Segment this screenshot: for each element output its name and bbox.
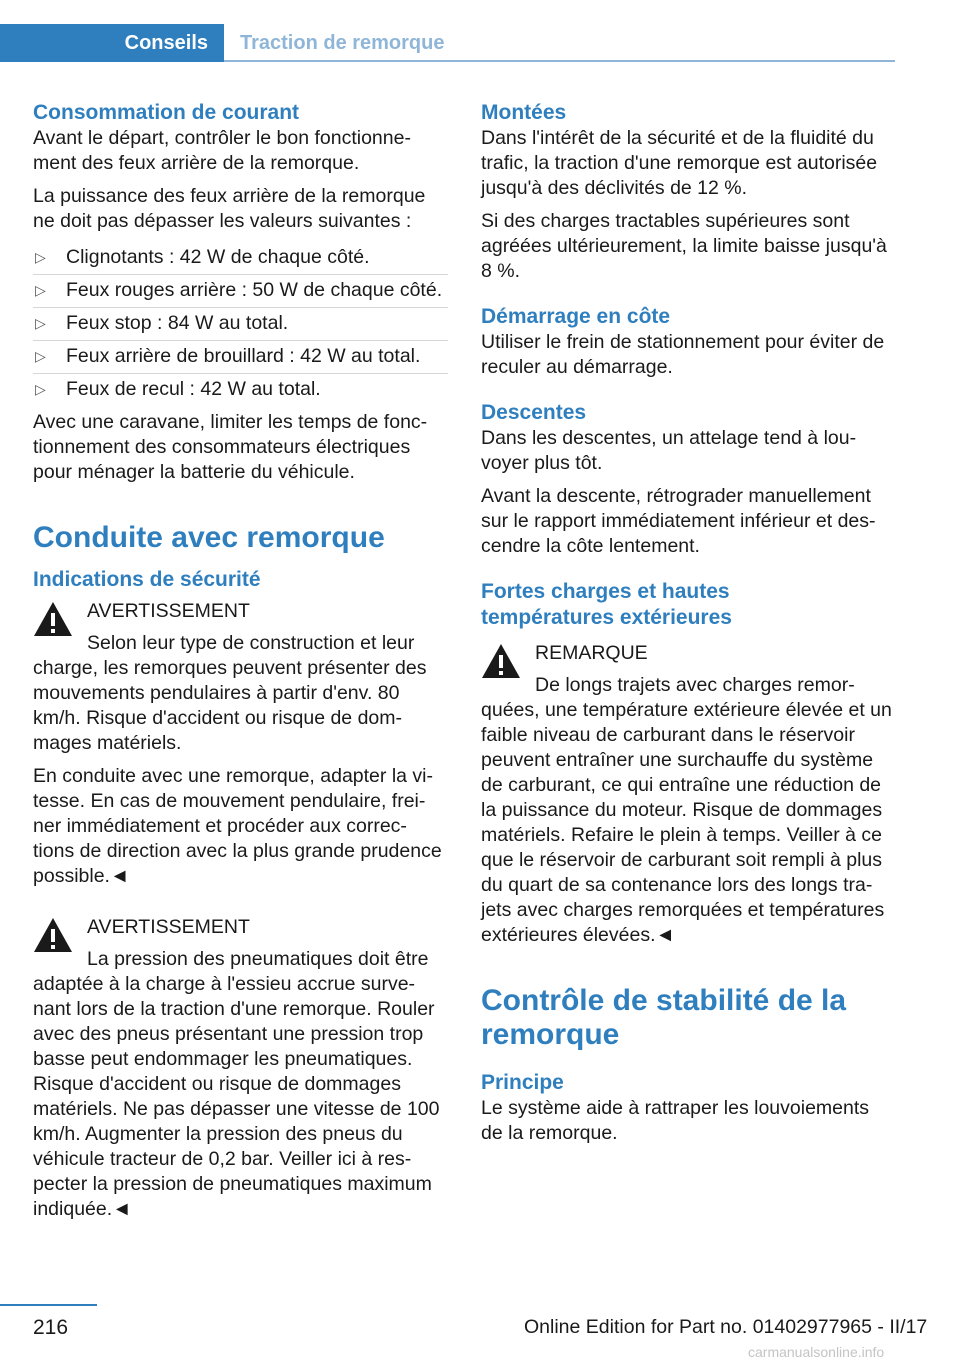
right-column — [481, 100, 896, 1154]
consumption-paragraph-1: Avant le départ, contrôler le bon fonctionne-ment des feux arrière de la remorque. — [33, 127, 411, 174]
principle-paragraph: Le système aide à rattraper les louvoiements de la remorque. — [481, 1097, 870, 1144]
stability-heading: Contrôle de stabilité de la remorque — [481, 984, 847, 1051]
safety-heading: Indications de sécurité — [33, 568, 261, 591]
watermark: carmanualsonline.info — [748, 1344, 885, 1360]
uphill-paragraph-1: Dans l'intérêt de la sécurité et de la fluidité du trafic, la traction d'une remorque est autorisée jusqu'à des déclivités de 12 %. — [481, 127, 878, 199]
list-item: ▷ Clignotants : 42 W de chaque côté. — [33, 242, 448, 275]
warning-triangle-icon — [33, 917, 73, 953]
section-subtitle: Traction de remorque — [240, 32, 445, 54]
triangle-bullet-icon: ▷ — [35, 348, 46, 364]
principle-heading: Principe — [481, 1071, 564, 1094]
footer-rule — [0, 1304, 97, 1306]
downhill-heading: Descentes — [481, 401, 587, 424]
uphill-heading: Montées — [481, 101, 567, 124]
edition-text: Online Edition for Part no. 01402977965 - II/17 — [524, 1316, 928, 1338]
warning-triangle-icon — [33, 601, 73, 637]
page-number: 216 — [33, 1316, 69, 1339]
downhill-paragraph-1: Dans les descentes, un attelage tend à lou-voyer plus tôt. — [481, 427, 857, 474]
lamp-power-list — [33, 242, 448, 406]
hillstart-paragraph: Utiliser le frein de stationnement pour éviter de reculer au démarrage. — [481, 331, 885, 378]
list-item: ▷ Feux de recul : 42 W au total. — [35, 378, 321, 400]
warning-label: AVERTISSEMENT — [87, 916, 250, 938]
downhill-paragraph-2: Avant la descente, rétrograder manuellement sur le rapport immédiatement inférieur et des-cendre la côte lentement. — [481, 485, 876, 557]
list-item: ▷ Feux rouges arrière : 50 W de chaque côté. — [33, 275, 448, 308]
chapter-tab — [0, 24, 224, 62]
warning-paragraph: La pression des pneumatiques doit être adaptée à la charge à l'essieu accrue surve-nant lors de la traction d'une remorque. Rouler avec des pneus présentant une pression trop basse peut endommager les pneumatiques. Risque d'accident ou risque de dommages matériels. Ne pas dépasser une vitesse de 100 km/h. Augmenter la pression des pneus du véhicule tracteur de 0,2 bar. Veiller ici à res-pecter la pression de pneumatiques maximum indiquée.◄ — [33, 948, 440, 1220]
warning-block-1 — [33, 599, 448, 889]
warning-block-2 — [33, 915, 448, 1222]
warning-paragraph: Selon leur type de construction et leur charge, les remorques peuvent présenter des mouvements pendulaires à partir d'env. 80 km/h. Risque d'accident ou risque de dom-mages matériels. — [33, 632, 427, 754]
list-item: ▷ Feux arrière de brouillard : 42 W au total. — [33, 341, 448, 374]
heavy-load-heading: Fortes charges et hautes températures extérieures — [481, 580, 732, 629]
uphill-paragraph-2: Si des charges tractables supérieures sont agréées ultérieurement, la limite baisse jusqu'à 8 %. — [481, 210, 887, 282]
note-block — [481, 641, 896, 948]
list-item: ▷ Feux stop : 84 W au total. — [33, 308, 448, 341]
note-label: REMARQUE — [535, 642, 648, 664]
consumption-paragraph-2: La puissance des feux arrière de la remorque ne doit pas dépasser les valeurs suivantes : — [33, 185, 426, 232]
triangle-bullet-icon: ▷ — [35, 315, 46, 331]
header-rule — [224, 60, 895, 62]
triangle-bullet-icon: ▷ — [35, 282, 46, 298]
warning-label: AVERTISSEMENT — [87, 600, 250, 622]
warning-triangle-icon — [481, 643, 521, 679]
caravan-paragraph: Avec une caravane, limiter les temps de fonc-tionnement des consommateurs électriques pour ménager la batterie du véhicule. — [33, 411, 428, 483]
note-paragraph: De longs trajets avec charges remor-quées, une température extérieure élevée et un faible niveau de carburant dans le réservoir peuvent entraîner une surchauffe du système de carburant, ce qui entraîne une réduction de la puissance du moteur. Risque de dommages matériels. Refaire le plein à temps. Veiller à ce que le réservoir de carburant soit rempli à plus du quart de sa contenance lors des longs tra-jets avec charges remorquées et températures extérieures élevées.◄ — [481, 674, 892, 946]
hillstart-heading: Démarrage en côte — [481, 305, 671, 328]
chapter-tab-label: Conseils — [124, 31, 208, 54]
consumption-heading: Consommation de courant — [33, 101, 300, 124]
triangle-bullet-icon: ▷ — [35, 381, 46, 397]
left-column — [33, 100, 448, 1230]
driving-heading: Conduite avec remorque — [33, 521, 385, 554]
warning-paragraph: En conduite avec une remorque, adapter la vi-tesse. En cas de mouvement pendulaire, frei-ner immédiatement et procéder aux correc-tions de direction avec la plus grande prudence possible.◄ — [33, 765, 442, 887]
triangle-bullet-icon: ▷ — [35, 249, 46, 265]
